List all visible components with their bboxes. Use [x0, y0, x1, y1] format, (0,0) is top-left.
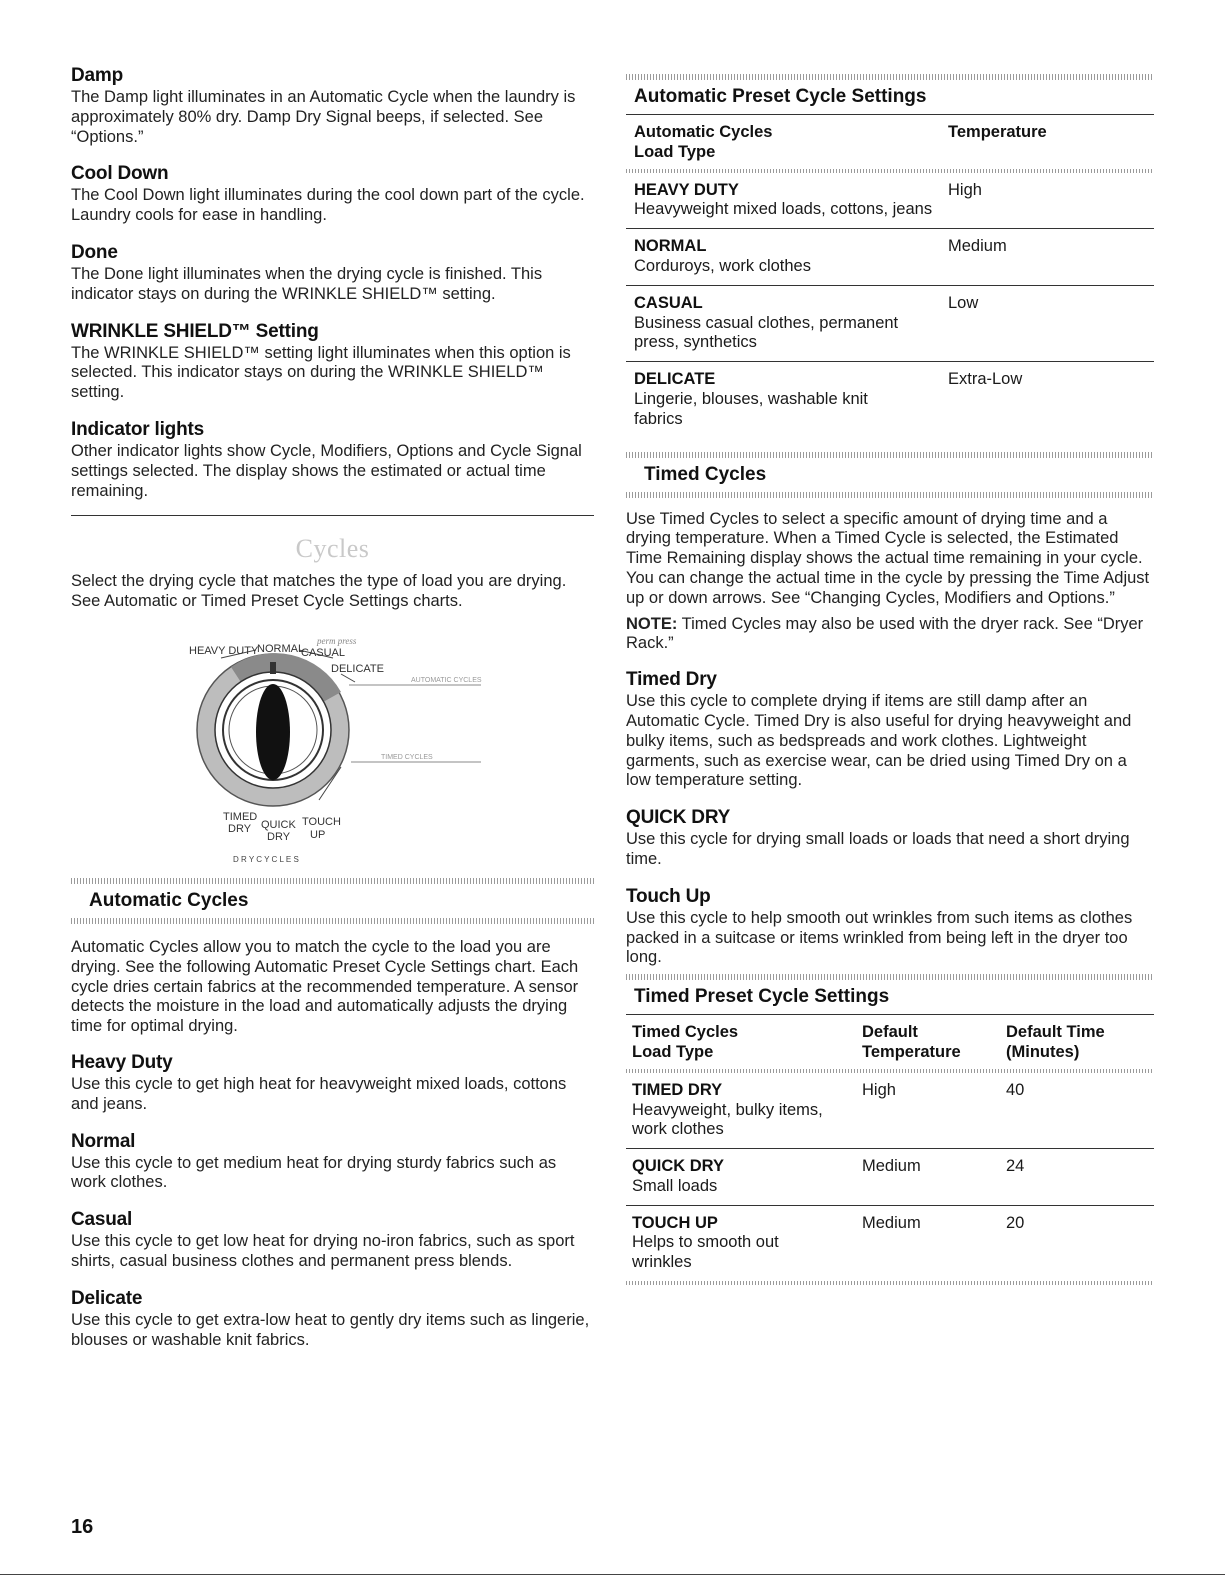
cell-load [626, 362, 948, 438]
cell-temperature: Low [948, 285, 1154, 361]
dial-label-quick: QUICK [261, 818, 296, 831]
section-body: The WRINKLE SHIELD™ setting light illuminates when this option is selected. This indicator stays on during the WRINKLE SHIELD™ setting. [71, 343, 571, 402]
header-timed-cycles [626, 1015, 862, 1069]
automatic-preset-body [626, 173, 1154, 438]
cycle-dial-illustration [71, 622, 594, 872]
page-number: 16 [71, 1516, 94, 1538]
automatic-preset-table [626, 74, 1154, 438]
dial-label-touch: TOUCH [302, 815, 341, 828]
cell-temperature: Medium [862, 1205, 1006, 1281]
timed-preset-table [626, 974, 1154, 1285]
cycle-name: DELICATE [634, 370, 716, 389]
cycle-desc: Helps to smooth out wrinkles [632, 1233, 779, 1272]
dial-label-automatic-cycles: AUTOMATIC CYCLES [411, 676, 482, 684]
cycles-heading: Cycles [295, 534, 370, 564]
cycle-desc: Heavyweight mixed loads, cottons, jeans [634, 200, 933, 219]
header-line: Timed Cycles [632, 1023, 739, 1042]
table-header-row [626, 1015, 1154, 1069]
header-temperature: Temperature [948, 123, 1047, 141]
section-body: The Damp light illuminates in an Automatic Cycle when the laundry is approximately 80% dry. Damp Dry Signal beeps, if selected. See “Options.” [71, 88, 576, 146]
section-title: Timed Dry [626, 669, 717, 691]
section-heavy-duty [71, 1051, 594, 1115]
section-body: The Cool Down light illuminates during the cool down part of the cycle. Laundry cools for ease in handling. [71, 186, 585, 225]
table-row [626, 173, 1154, 229]
automatic-cycles-body: Automatic Cycles allow you to match the cycle to the load you are drying. See the following Automatic Preset Cycle Settings chart. Each cycle dries certain fabrics at the recommended temperature. A sensor detects the moisture in the load and automatically adjusts the drying time for optimal drying. [71, 937, 579, 1036]
header-line: Temperature [862, 1042, 961, 1061]
dial-label-heavy-duty: HEAVY DUTY [189, 644, 259, 657]
cycle-desc: Business casual clothes, permanent press, synthetics [634, 313, 899, 352]
timed-preset-grid [626, 1015, 1154, 1069]
cycle-name: QUICK DRY [632, 1157, 724, 1176]
header-line: Default [862, 1023, 918, 1042]
section-title: Casual [71, 1209, 133, 1231]
cell-load [626, 1205, 862, 1281]
dial-label-timed: TIMED [223, 810, 258, 823]
cell-temperature: High [862, 1080, 896, 1099]
cell-load [626, 173, 948, 229]
automatic-cycles-band [71, 878, 594, 924]
dial-label-timed-cycles: TIMED CYCLES [381, 753, 433, 761]
section-body: Use this cycle to get low heat for drying no-iron fabrics, such as sport shirts, casual business clothes and permanent press blends. [71, 1232, 575, 1270]
cell-load [626, 229, 948, 286]
table-row [626, 1205, 1154, 1281]
cell-time: 20 [1006, 1205, 1154, 1281]
dial-label-timed-dry: DRY [228, 822, 252, 835]
cycle-desc: Lingerie, blouses, washable knit fabrics [634, 389, 868, 428]
note-label: NOTE: [626, 614, 678, 633]
dial-label-perm-press: perm press [317, 635, 357, 646]
cycle-desc: Heavyweight, bulky items, work clothes [632, 1100, 823, 1139]
section-body: Use this cycle to complete drying if items are still damp after an Automatic Cycle. Timed Dry is also useful for drying heavyweight and bulky items, such as bedspreads and work clothes. Lightweight garments, such as exercise wear, can be dried using Timed Dry on a low temperature setting. [626, 692, 1132, 790]
table-row [626, 229, 1154, 286]
table-row [626, 285, 1154, 361]
section-title: Indicator lights [71, 418, 204, 440]
table-row [626, 362, 1154, 438]
cell-temperature: Extra-Low [948, 362, 1154, 438]
cycle-name: NORMAL [634, 237, 707, 256]
timed-preset-title: Timed Preset Cycle Settings [634, 986, 890, 1008]
header-line: (Minutes) [1006, 1042, 1080, 1061]
dial-label-quick-dry: DRY [267, 830, 291, 843]
header-default-time [1006, 1015, 1154, 1069]
cell-load [626, 1073, 862, 1149]
dial-label-touch-up: UP [310, 828, 326, 841]
section-body: The Done light illuminates when the drying cycle is finished. This indicator stays on during the WRINKLE SHIELD™ setting. [71, 264, 543, 303]
section-body: Use this cycle to get extra-low heat to gently dry items such as lingerie, blouses or washable knit fabrics. [71, 1310, 590, 1349]
section-body: Use this cycle for drying small loads or loads that need a short drying time. [626, 830, 1130, 868]
header-line: Automatic Cycles [634, 123, 773, 141]
table-header-row [626, 115, 1154, 169]
header-line: Load Type [634, 142, 716, 161]
dial-drawing [71, 622, 594, 872]
timed-cycles-title: Timed Cycles [644, 463, 767, 485]
page-bottom-rule [0, 1574, 1225, 1575]
cell-time: 24 [1006, 1149, 1154, 1206]
cycle-name: TIMED DRY [632, 1080, 723, 1099]
cycle-desc: Small loads [632, 1176, 718, 1195]
note-text: Timed Cycles may also be used with the dryer rack. See “Dryer Rack.” [626, 614, 1144, 653]
cycle-desc: Corduroys, work clothes [634, 256, 811, 275]
section-delicate [71, 1287, 594, 1351]
section-body: Use this cycle to help smooth out wrinkles from such items as clothes packed in a suitcase or items wrinkled from being left in the dryer too long. [626, 908, 1133, 967]
divider [71, 515, 594, 516]
note [626, 615, 1154, 655]
section-done [71, 241, 594, 305]
header-line: Load Type [632, 1042, 714, 1061]
timed-preset-body [626, 1073, 1154, 1281]
section-timed-dry [626, 668, 1154, 791]
section-body: Use this cycle to get high heat for heavyweight mixed loads, cottons and jeans. [71, 1074, 567, 1113]
automatic-preset-title: Automatic Preset Cycle Settings [634, 86, 927, 107]
section-casual [71, 1208, 594, 1272]
section-title: Delicate [71, 1287, 143, 1309]
section-title: Touch Up [626, 885, 711, 907]
header-default-temperature [862, 1015, 1006, 1069]
cycle-name: HEAVY DUTY [634, 180, 739, 199]
hatch-rule [626, 1281, 1154, 1285]
header-line: Default Time [1006, 1023, 1105, 1042]
section-cool-down [71, 162, 594, 226]
cell-time: 40 [1006, 1080, 1025, 1099]
cycle-name: CASUAL [634, 293, 703, 312]
cell-temperature: High [948, 180, 982, 199]
dial-label-normal: NORMAL [257, 642, 305, 655]
automatic-cycles-title: Automatic Cycles [89, 889, 249, 911]
left-column [71, 64, 594, 1365]
header-automatic-cycles [626, 115, 948, 169]
cell-temperature: Medium [862, 1149, 1006, 1206]
section-damp [71, 64, 594, 147]
section-body: Use this cycle to get medium heat for drying sturdy fabrics such as work clothes. [71, 1153, 557, 1192]
section-title: Normal [71, 1130, 136, 1152]
dial-label-delicate: DELICATE [331, 662, 384, 675]
section-wrinkle-shield [71, 320, 594, 403]
hatch-rule [71, 918, 594, 924]
section-indicator-lights [71, 418, 594, 501]
cycles-intro: Select the drying cycle that matches the type of load you are drying. See Automatic or Timed Preset Cycle Settings charts. [71, 572, 567, 611]
cell-temperature: Medium [948, 229, 1154, 286]
cell-load [626, 1149, 862, 1206]
section-title: Damp [71, 65, 123, 86]
section-touch-up [626, 885, 1154, 968]
section-title: WRINKLE SHIELD™ Setting [71, 320, 319, 342]
section-body: Other indicator lights show Cycle, Modifiers, Options and Cycle Signal settings selected. The display shows the estimated or actual time remaining. [71, 441, 582, 500]
section-title: Heavy Duty [71, 1051, 173, 1073]
section-title: QUICK DRY [626, 807, 731, 829]
timed-cycles-body: Use Timed Cycles to select a specific amount of drying time and a drying temperature. When a Timed Cycle is selected, the Estimated Time Remaining display shows the actual time remaining in your cycle. You can change the actual time in the cycle by pressing the Time Adjust up or down arrows. See “Changing Cycles, Modifiers and Options.” [626, 509, 1150, 607]
right-column [626, 74, 1154, 1285]
section-title: Done [71, 241, 118, 263]
section-normal [71, 1130, 594, 1194]
section-title: Cool Down [71, 163, 169, 185]
section-quick-dry [626, 806, 1154, 870]
timed-cycles-band [626, 452, 1154, 498]
cell-load [626, 285, 948, 361]
dial-label-dry-cycles: D R Y C Y C L E S [233, 854, 299, 864]
automatic-preset-grid [626, 115, 1154, 169]
cycle-name: TOUCH UP [632, 1213, 718, 1232]
hatch-rule [626, 492, 1154, 498]
table-row [626, 1073, 1154, 1149]
table-row [626, 1149, 1154, 1206]
dial-label-casual: CASUAL [301, 646, 346, 659]
